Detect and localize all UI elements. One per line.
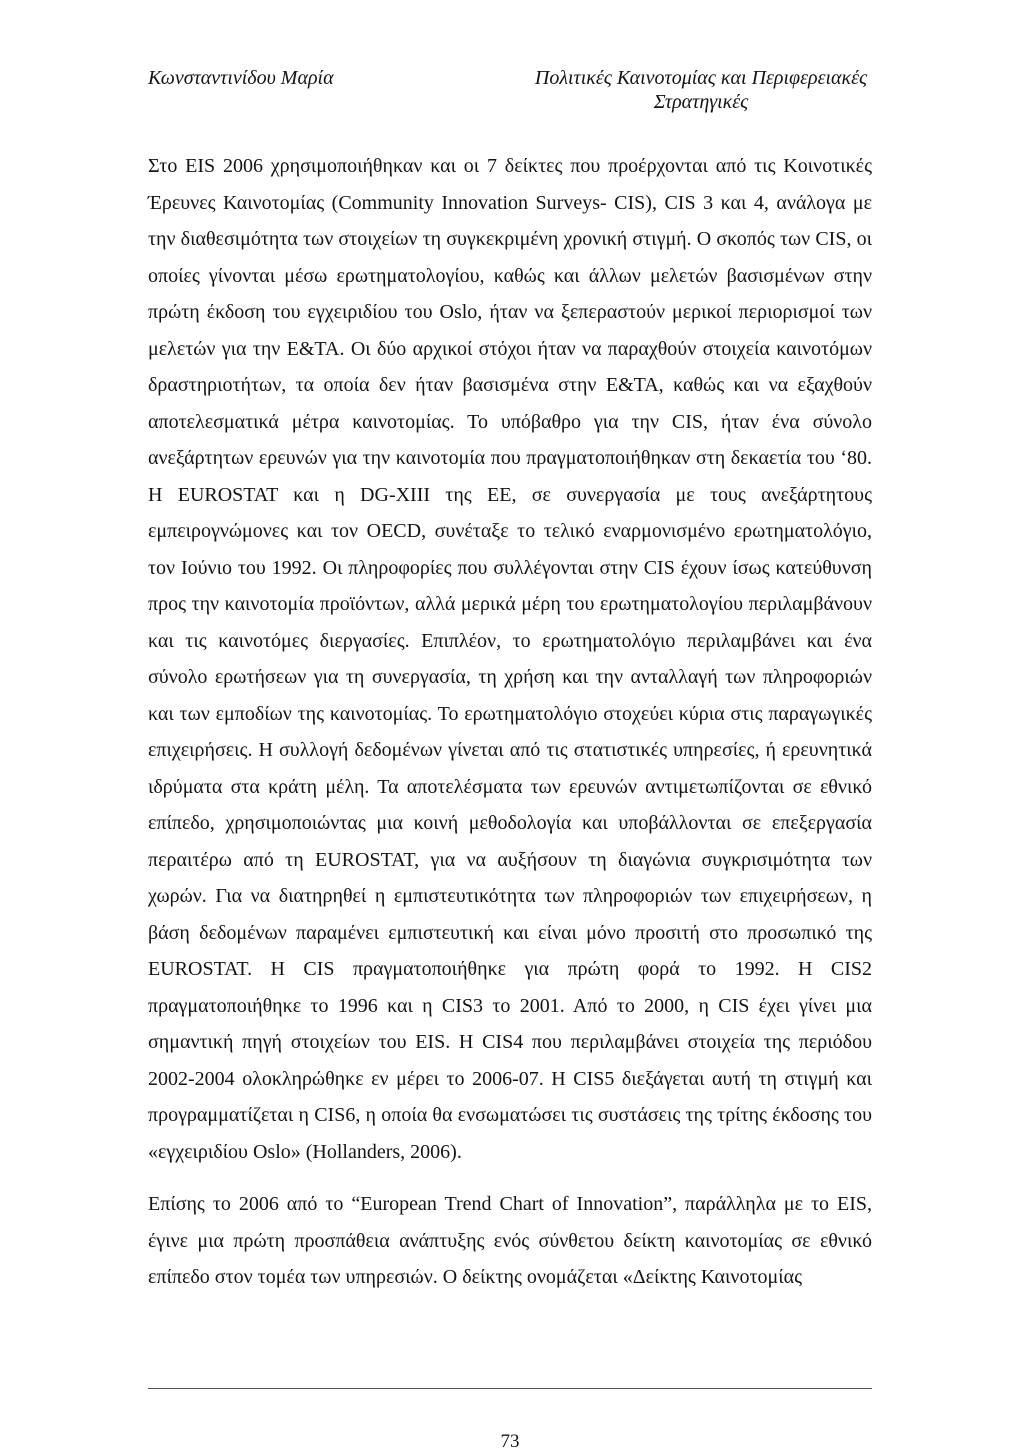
body-text (148, 148, 872, 1296)
footer-divider (148, 1388, 872, 1389)
paragraph-2: Επίσης το 2006 από το “European Trend Chart of Innovation”, παράλληλα με το EIS, έγινε μια πρώτη προσπάθεια ανάπτυξης ενός σύνθετου δείκτη καινοτομίας σε εθνικό επίπεδο στον τομέα των υπηρεσιών. Ο δείκτης ονομάζεται «Δείκτης Καινοτομίας (148, 1193, 872, 1288)
header-author: Κωνσταντινίδου Μαρία (148, 67, 334, 89)
page-number: 73 (500, 1431, 520, 1452)
header-title: Πολιτικές Καινοτομίας και Περιφερειακές Στρατηγικές (534, 67, 868, 113)
paragraph-1: Στο EIS 2006 χρησιμοποιήθηκαν και οι 7 δείκτες που προέρχονται από τις Κοινοτικές Έρευνες Καινοτομίας (Community Innovation Surveys- CIS), CIS 3 και 4, ανάλογα με την διαθεσιμότητα των στοιχείων τη συγκεκριμένη χρονική στιγμή. Ο σκοπός των CIS, οι οποίες γίνονται μέσω ερωτηματολογίου, καθώς και άλλων μελετών βασισμένων στην πρώτη έκδοση του εγχειριδίου του Oslo, ήταν να ξεπεραστούν μερικοί περιορισμοί των μελετών για την Ε&ΤΑ. Οι δύο αρχικοί στόχοι ήταν να παραχθούν στοιχεία καινοτόμων δραστηριοτήτων, τα οποία δεν ήταν βασισμένα στην Ε&ΤΑ, καθώς και να εξαχθούν αποτελεσματικά μέτρα καινοτομίας. Το υπόβαθρο για την CIS, ήταν ένα σύνολο ανεξάρτητων ερευνών για την καινοτομία που πραγματοποιήθηκαν στη δεκαετία του ‘80. Η EUROSTAT και η DG-XIII της ΕΕ, σε συνεργασία με τους ανεξάρτητους εμπειρογνώμονες και τον OECD, συνέταξε το τελικό εναρμονισμένο ερωτηματολόγιο, τον Ιούνιο του 1992. Οι πληροφορίες που συλλέγονται στην CIS έχουν ίσως κατεύθυνση προς την καινοτομία προϊόντων, αλλά μερικά μέρη του ερωτηματολογίου περιλαμβάνουν και τις καινοτόμες διεργασίες. Επιπλέον, το ερωτηματολόγιο περιλαμβάνει και ένα σύνολο ερωτήσεων για τη συνεργασία, τη χρήση και την ανταλλαγή των πληροφοριών και των εμποδίων της καινοτομίας. Το ερωτηματολόγιο στοχεύει κύρια στις παραγωγικές επιχειρήσεις. Η συλλογή δεδομένων γίνεται από τις στατιστικές υπηρεσίες, ή ερευνητικά ιδρύματα στα κράτη μέλη. Τα αποτελέσματα των ερευνών αντιμετωπίζονται σε εθνικό επίπεδο, χρησιμοποιώντας μια κοινή μεθοδολογία και υποβάλλονται σε επεξεργασία περαιτέρω από τη EUROSTAT, για να αυξήσουν τη διαγώνια συγκρισιμότητα των χωρών. Για να διατηρηθεί η εμπιστευτικότητα των πληροφοριών των επιχειρήσεων, η βάση δεδομένων παραμένει εμπιστευτική και είναι μόνο προσιτή στο προσωπικό της EUROSTAT. Η CIS πραγματοποιήθηκε για πρώτη φορά το 1992. Η CIS2 πραγματοποιήθηκε το 1996 και η CIS3 το 2001. Από το 2000, η CIS έχει γίνει μια σημαντική πηγή στοιχείων του EIS. Η CIS4 που περιλαμβάνει στοιχεία της περιόδου 2002-2004 ολοκληρώθηκε εν μέρει το 2006-07. Η CIS5 διεξάγεται αυτή τη στιγμή και προγραμματίζεται η CIS6, η οποία θα ενσωματώσει τις συστάσεις της τρίτης έκδοσης του «εγχειριδίου Oslo» (Hollanders, 2006). (148, 155, 872, 1163)
